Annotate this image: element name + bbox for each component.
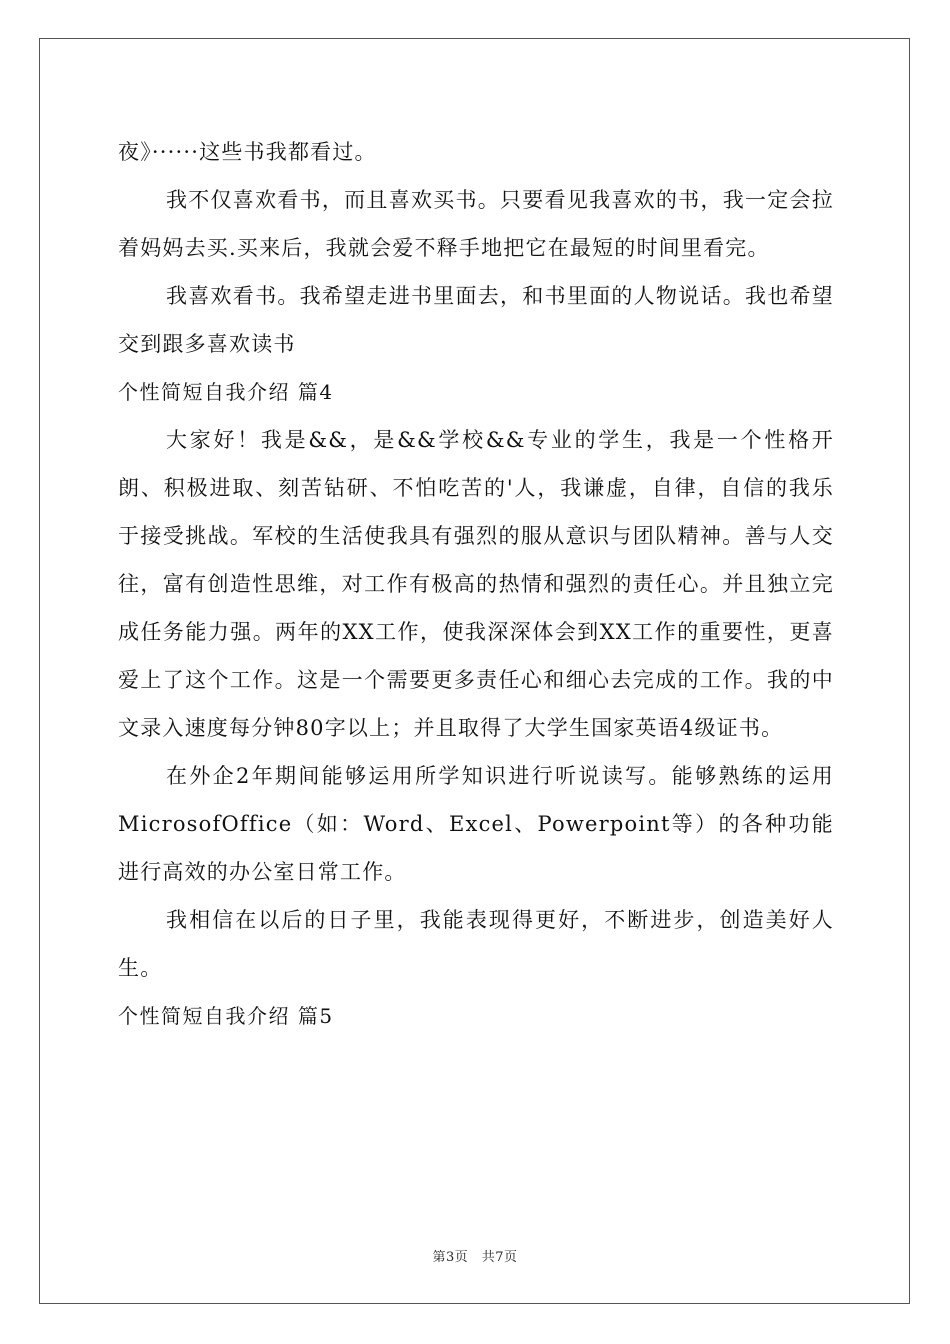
paragraph-2: 我不仅喜欢看书，而且喜欢买书。只要看见我喜欢的书，我一定会拉着妈妈去买.买来后，我就会爱不释手地把它在最短的时间里看完。 — [118, 188, 834, 260]
document-body — [118, 128, 834, 1040]
paragraph-4: 大家好！我是&&，是&&学校&&专业的学生，我是一个性格开朗、积极进取、刻苦钻研、不怕吃苦的'人，我谦虚，自律，自信的我乐于接受挑战。军校的生活使我具有强烈的服从意识与团队精神。善与人交往，富有创造性思维，对工作有极高的热情和强烈的责任心。并且独立完成任务能力强。两年的XX工作，使我深深体会到XX工作的重要性，更喜爱上了这个工作。这是一个需要更多责任心和细心去完成的工作。我的中文录入速度每分钟80字以上；并且取得了大学生国家英语4级证书。 — [118, 428, 834, 740]
page-number-footer: 第3页 共7页 — [432, 1250, 518, 1265]
paragraph-6: 我相信在以后的日子里，我能表现得更好，不断进步，创造美好人生。 — [118, 908, 834, 980]
section-heading-5: 个性简短自我介绍 篇5 — [118, 1004, 334, 1028]
section-heading-4: 个性简短自我介绍 篇4 — [118, 380, 334, 404]
paragraph-5: 在外企2年期间能够运用所学知识进行听说读写。能够熟练的运用MicrosofOffice（如：Word、Excel、Powerpoint等）的各种功能进行高效的办公室日常工作。 — [118, 764, 834, 884]
paragraph-3: 我喜欢看书。我希望走进书里面去，和书里面的人物说话。我也希望交到跟多喜欢读书 — [118, 284, 834, 356]
paragraph-1: 夜》······这些书我都看过。 — [118, 140, 377, 164]
